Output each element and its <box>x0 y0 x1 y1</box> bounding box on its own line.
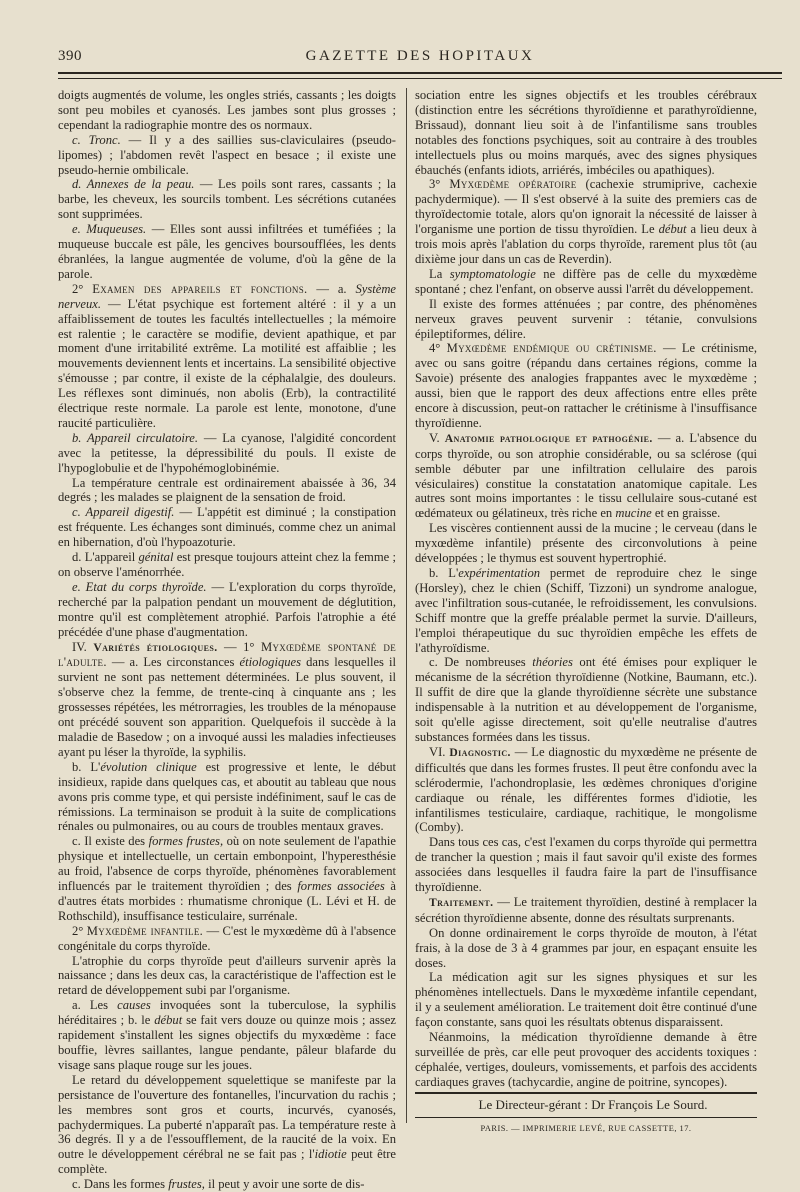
section-heading: Examen des appareils et fonctions. <box>92 281 308 296</box>
paragraph: 2° Examen des appareils et fonctions. — a. Système nerveux. — L'état psychique est fortement altéré : il y a un affaiblissement de toutes les facultés intellectuelles ; la mémoire est ralentie ; le caractère se modifie, devient apathique, et par moment d'une irritabilité extrême. La motilité est affaiblie ; les mouvements deviennent lents et incertains. La sensibilité objective s'émousse ; par contre, il existe de la céphalalgie, des douleurs. Les réflexes sont diminués, non abolis (Erb), la contractilité électrique reste normale. La parole est lente, monotone, d'une raucité particulière. <box>58 281 396 430</box>
paragraph: c. De nombreuses théories ont été émises pour expliquer le mécanisme de la sécrétion thyroïdienne (Notkine, Baumann, etc.). Il suffit de dire que la glande thyroïdienne sécrète une substance indispensable à la nutrition et au développement de l'organisme, soit qu'elle agisse directement, soit qu'elle neutralise d'autres substances formées dans les tissus. <box>415 655 758 744</box>
paragraph: La température centrale est ordinairement abaissée à 36, 34 degrés ; les malades se plaignent de la sensation de froid. <box>58 475 396 505</box>
paragraph: d. L'appareil génital est presque toujours atteint chez la femme ; on observe l'aménorrhée. <box>58 550 396 579</box>
section-heading: Anatomie pathologique et pathogénie. <box>444 431 653 445</box>
paragraph: Dans tous ces cas, c'est l'examen du corps thyroïde qui permettra de trancher la question ; mais il faut savoir qu'il existe des formes associées dans lesquelles il faudra faire la part de l'insuffisance thyroïdienne. <box>415 835 757 895</box>
subsection-label: c. Appareil digestif. <box>72 505 175 520</box>
paragraph: V. Anatomie pathologique et pathogénie. — a. L'absence du corps thyroïde, ou son atrophie considérable, ou sa sclérose (qui semble débuter par une infiltration cellulaire des parois vésiculaires) constitue la constatation anatomique capitale. Les autres sont moins importantes : le tissu cellulaire sous-cutané est œdémateux ou gélatineux, très riche en mucine et en graisse. <box>415 430 757 521</box>
paragraph: e. Etat du corps thyroïde. — L'exploration du corps thyroïde, recherché par la palpation pendant un mouvement de déglutition, montre qu'il est complètement atrophié. Parfois l'atrophie a été précédée d'une phase d'augmentation. <box>58 579 396 639</box>
section-heading: Variétés étiologiques. <box>93 640 218 654</box>
subsection-heading: Myxœdème infantile. <box>86 923 204 938</box>
paragraph: VI. Diagnostic. — Le diagnostic du myxœdème ne présente de difficultés que dans les formes frustes. Il peut être confondu avec la sclérodermie, l'achondroplasie, les œdèmes chroniques d'origine cardiaque ou rénale, les différentes formes d'idiotie, les infantilismes testiculaire, cardiaque, rachitique, le mongolisme (Comby). <box>415 744 757 835</box>
paragraph: L'atrophie du corps thyroïde peut d'ailleurs survenir après la naissance ; dans les deux cas, la caractéristique de l'affection est le retard de développement subi par l'organisme. <box>58 953 396 998</box>
director-signature: Le Directeur-gérant : Dr François Le Sourd. <box>478 1096 708 1112</box>
paragraph: La médication agit sur les signes physiques et sur les phénomènes intellectuels. Dans le myxœdème infantile cependant, il y a seulement amélioration. Le traitement doit être continué d'une façon constante, sans quoi les résultats obtenus disparaissent. <box>415 970 757 1030</box>
subsection-label: c. Tronc. <box>72 132 121 147</box>
paragraph: 2° Myxœdème infantile. — C'est le myxœdème dû à l'absence congénitale du corps thyroïde. <box>58 923 396 953</box>
footer-rule-thin <box>415 1117 757 1118</box>
footer-rule <box>415 1092 757 1094</box>
header-rule-thin <box>58 78 782 79</box>
paragraph: Il existe des formes atténuées ; par contre, des phénomènes nerveux graves peuvent survenir : tétanie, convulsions épileptiformes, délire. <box>415 296 757 341</box>
page-header <box>58 42 782 68</box>
paragraph: b. Appareil circulatoire. — La cyanose, l'algidité concordent avec la petitesse, la dépressibilité du pouls. Il existe de l'hypoglobulie et de l'hypohémoglobinémie. <box>58 430 396 475</box>
paragraph: c. Il existe des formes frustes, où on note seulement de l'apathie physique et intellectuelle, un certain embonpoint, l'hyperesthésie au froid, l'absence de corps thyroïde, phénomènes favorablement influencés par le traitement thyroïdien ; des formes associées à d'autres états morbides : rhumatisme chronique (L. Lévi et H. de Rothschild), insuffisance testiculaire, surrénale. <box>58 834 396 923</box>
paragraph: d. Annexes de la peau. — Les poils sont rares, cassants ; la barbe, les cheveux, les sourcils tombent. Les sécrétions cutanées sont supprimées. <box>58 177 396 222</box>
paragraph: 4° Myxœdème endémique ou crétinisme. — Le crétinisme, avec ou sans goitre (répandu dans certaines régions, comme la Savoie) présente des analogies frappantes avec le myxœdème ; aussi, bien que le rapport des deux affections entre elles prête encore à discussion, peut-on rattacher le crétinisme à l'insuffisance thyroïdienne. <box>415 341 757 430</box>
right-column <box>415 88 757 1137</box>
column-divider <box>406 88 407 1123</box>
paragraph: Le retard du développement squelettique se manifeste par la persistance de l'ouverture des fontanelles, l'incurvation du rachis ; les membres sont gros et courts, incurvés, cyanosés, pachydermiques. La puberté n'apparaît pas. La température reste à 36 degrés. Il y a de l'essoufflement, de la raucité de la voix. En outre le développement cérébral ne se fait pas ; l'idiotie peut être complète. <box>58 1072 396 1177</box>
section-heading: Traitement. <box>429 895 494 909</box>
paragraph: Les viscères contiennent aussi de la mucine ; le cerveau (dans le myxœdème infantile) présente des circonvolutions à peine développées ; le thymus est souvent hypertrophié. <box>415 521 757 566</box>
paragraph: a. Les causes invoquées sont la tuberculose, la syphilis héréditaires ; b. le début se fait vers douze ou quinze mois ; assez rapidement s'installent les signes objectifs du myxœdème : face bouffie, lèvres saillantes, langue pendante, pâleur blafarde du visage sans plaque rouge sur les joues. <box>58 998 396 1072</box>
paragraph: Néanmoins, la médication thyroïdienne demande à être surveillée de près, car elle peut provoquer des accidents toxiques : céphalée, vertiges, douleurs, vomissements, et parfois des accidents cardiaques graves (tachycardie, angine de poitrine, syncopes). <box>415 1030 757 1089</box>
running-title: GAZETTE DES HOPITAUX <box>305 48 535 64</box>
subsection-label: e. Muqueuses. <box>72 222 147 237</box>
paragraph: b. L'évolution clinique est progressive et lente, le début insidieux, rapide dans quelques cas, et aboutit au tableau que nous avons pris comme type, et qui persiste indéfiniment, sauf le cas de rémissions. La terminaison se produit à la suite de complications rénales ou pulmonaires, ou au cours de troubles mentaux graves. <box>58 759 396 834</box>
subsection-label: b. Appareil circulatoire. <box>72 430 199 445</box>
paragraph: Traitement. — Le traitement thyroïdien, destiné à remplacer la sécrétion thyroïdienne absente, donne des résultats surprenants. <box>415 894 757 925</box>
subsection-heading: Myxœdème spontané de l'adulte. <box>58 639 396 670</box>
subsection-label: d. Annexes de la peau. <box>72 177 195 192</box>
paragraph: c. Tronc. — Il y a des saillies sus-claviculaires (pseudo-lipomes) ; l'abdomen revêt l'aspect en besace ; il existe une pseudo-hernie ombilicale. <box>58 132 396 177</box>
subsection-heading: Myxœdème endémique ou crétinisme. <box>446 341 657 356</box>
page-number: 390 <box>58 48 82 64</box>
paragraph: b. L'expérimentation permet de reproduire chez le singe (Horsley), chez le chien (Schiff, Tizzoni) un syndrome analogue, avec l'infiltration sous-cutanée, le refroidissement, les convulsions. Schiff montre que la greffe préalable permet la survie. D'ailleurs, l'emploi thérapeutique du suc thyroïdien empêche les effets de l'athyroïdisme. <box>415 566 757 655</box>
paragraph: e. Muqueuses. — Elles sont aussi infiltrées et tuméfiées ; la muqueuse buccale est pâle, les gencives boursoufflées, les dents ébranlées, la langue augmentée de volume, d'où la gêne de la parole. <box>58 222 396 281</box>
header-rule <box>58 72 782 74</box>
paragraph: La symptomatologie ne diffère pas de celle du myxœdème spontané ; chez l'enfant, on observe aussi l'arrêt du développement. <box>415 266 758 296</box>
printer-imprint: PARIS. — IMPRIMERIE LEVÉ, RUE CASSETTE, 17. <box>480 1123 692 1133</box>
subsection-heading: Myxœdème opératoire <box>449 177 577 192</box>
subsection-label: e. Etat du corps thyroïde. <box>72 579 207 594</box>
paragraph: 3° Myxœdème opératoire (cachexie strumiprive, cachexie pachydermique). — Il s'est observé à la suite des premiers cas de thyroïdectomie totale, alors qu'on ignorait la nécessité de laisser à l'organisme une portion de tissu thyroïdien. Le début a lieu deux à trois mois après l'ablation du corps thyroïde, rarement plus tôt (au dixième jour dans un cas de Reverdin). <box>415 177 758 266</box>
paragraph: c. Appareil digestif. — L'appétit est diminué ; la constipation est fréquente. Les échanges sont diminués, comme chez un animal en hibernation, d'où l'hypoazoturie. <box>58 505 396 550</box>
paragraph: doigts augmentés de volume, les ongles striés, cassants ; les doigts sont peu mobiles et cyanosés. Les jambes sont plus grosses ; cependant la radiographie montre des os normaux. <box>58 88 396 132</box>
left-column <box>58 88 396 1192</box>
paragraph: c. Dans les formes frustes, il peut y avoir une sorte de dis- <box>72 1177 365 1192</box>
paragraph: On donne ordinairement le corps thyroïde de mouton, à l'état frais, à la dose de 3 à 4 grammes par jour, en espaçant ensuite les doses. <box>415 925 757 970</box>
paragraph: sociation entre les signes objectifs et les troubles cérébraux (distinction entre les sécrétions thyroïdienne et parathyroïdienne, Brissaud), donnant lieu soit à de l'infantilisme sans troubles notables des fonctions psychiques, soit au contraire à des troubles intellectuels plus ou moins marqués, avec des signes physiques ébauchés (enfants idiots, arriérés, imbéciles ou apathiques). <box>415 88 757 177</box>
paragraph: IV. Variétés étiologiques. — 1° Myxœdème spontané de l'adulte. — a. Les circonstances étiologiques dans lesquelles il survient ne sont pas nettement déterminées. Le plus souvent, il s'observe chez la femme, de trente-cinq à cinquante ans ; les grossesses répétées, les métrorragies, les troubles de la ménopause ont précédé souvent son apparition. Quelquefois il succède à la maladie de Basedow ; on a invoqué aussi les maladies infectieuses ayant pu léser la thyroïde, la syphilis. <box>58 639 396 759</box>
section-heading: Diagnostic. <box>449 745 511 759</box>
subsection-label: Système nerveux. <box>58 281 396 311</box>
